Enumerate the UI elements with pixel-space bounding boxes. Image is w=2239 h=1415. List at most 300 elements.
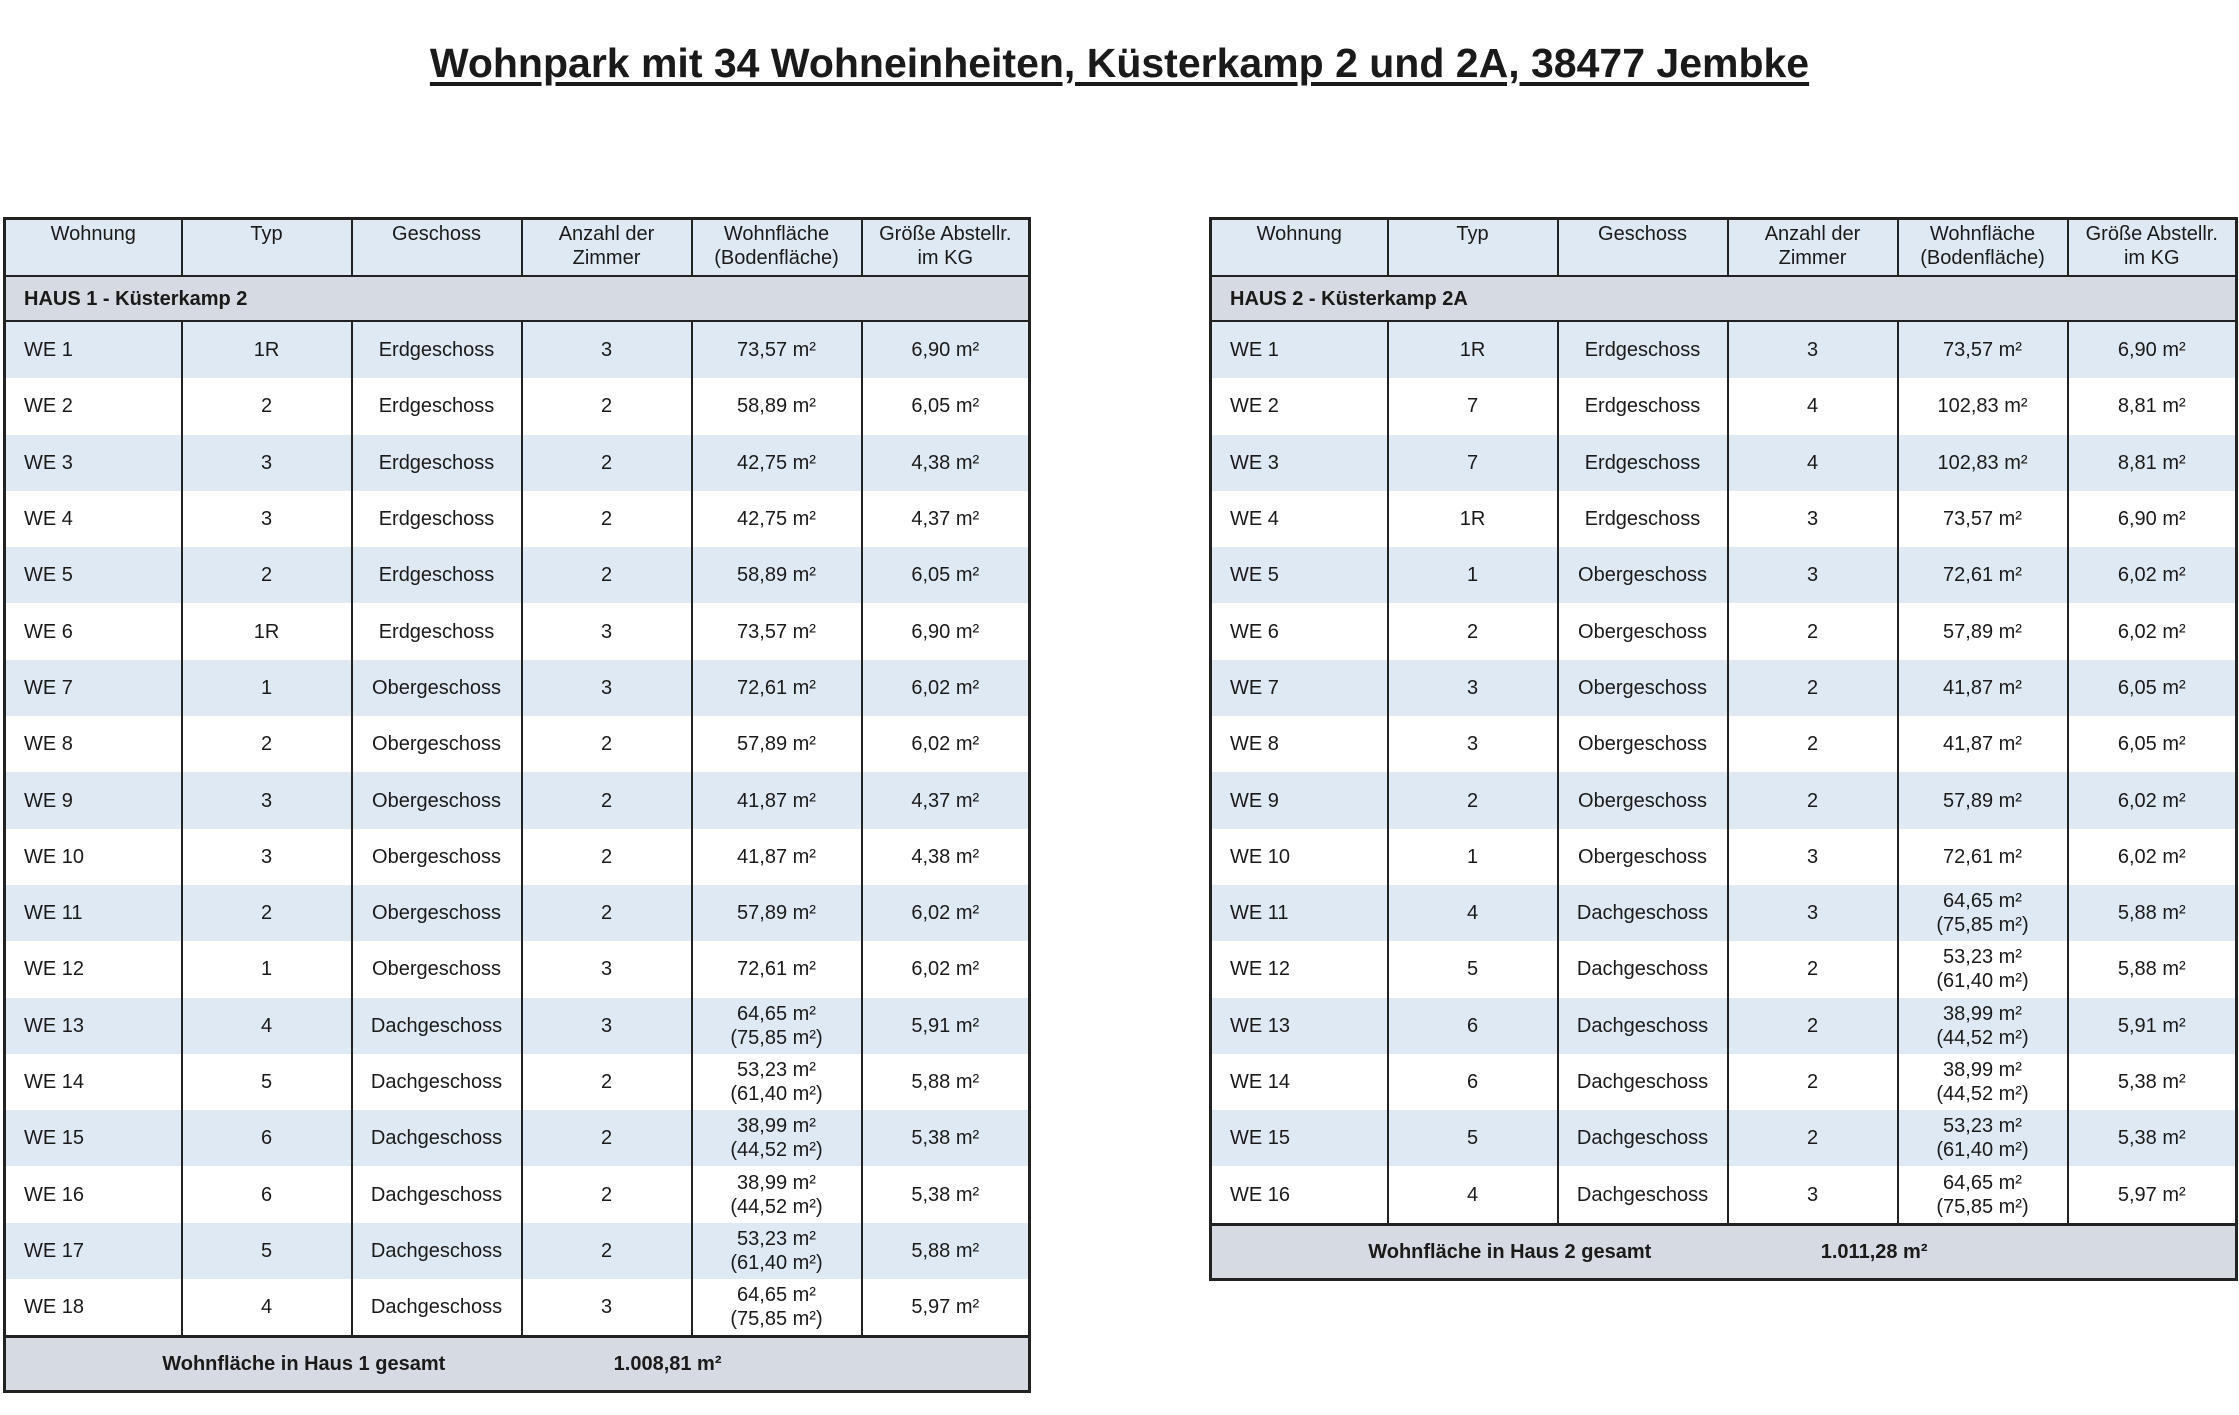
storage-cell: 6,90 m² <box>862 321 1030 378</box>
floor-cell: Obergeschoss <box>352 829 522 885</box>
total-value: 1.011,28 m² <box>1728 1224 2068 1279</box>
unit-cell: WE 14 <box>5 1054 182 1110</box>
table-header-row <box>1211 219 2237 277</box>
storage-cell: 5,88 m² <box>862 1054 1030 1110</box>
table-row <box>1211 772 2237 828</box>
storage-cell: 6,02 m² <box>862 660 1030 716</box>
table-row <box>5 716 1030 772</box>
unit-cell: WE 2 <box>1211 378 1388 434</box>
area-cell <box>1898 321 2068 378</box>
storage-cell: 6,02 m² <box>2068 603 2237 659</box>
area-cell <box>692 660 862 716</box>
floor-cell: Erdgeschoss <box>1558 321 1728 378</box>
rooms-cell: 3 <box>522 998 692 1054</box>
area-value: 53,23 m² <box>1943 946 2022 969</box>
storage-cell: 6,90 m² <box>862 603 1030 659</box>
column-header <box>5 219 182 277</box>
column-header <box>862 219 1030 277</box>
area-value: 73,57 m² <box>1943 508 2022 531</box>
unit-cell: WE 7 <box>1211 660 1388 716</box>
floor-cell: Dachgeschoss <box>1558 998 1728 1054</box>
table-row <box>1211 435 2237 491</box>
table-row <box>1211 1166 2237 1224</box>
unit-cell: WE 12 <box>5 941 182 997</box>
floor-cell: Obergeschoss <box>1558 547 1728 603</box>
area-value: 64,65 m² <box>737 1002 816 1025</box>
rooms-cell: 3 <box>522 603 692 659</box>
floor-cell: Erdgeschoss <box>352 547 522 603</box>
table-row <box>1211 716 2237 772</box>
floor-cell: Dachgeschoss <box>352 1223 522 1279</box>
area-value: 38,99 m² <box>737 1171 816 1194</box>
area-cell <box>692 829 862 885</box>
floor-cell: Dachgeschoss <box>1558 1054 1728 1110</box>
house-heading-row <box>5 276 1030 321</box>
area-value: 41,87 m² <box>1943 676 2022 699</box>
unit-cell: WE 4 <box>1211 491 1388 547</box>
area-cell <box>692 491 862 547</box>
unit-cell: WE 13 <box>5 998 182 1054</box>
floor-area-value: (44,52 m²) <box>1936 1026 2029 1049</box>
table-row <box>1211 547 2237 603</box>
rooms-cell: 3 <box>522 321 692 378</box>
area-value: 57,89 m² <box>737 733 816 756</box>
column-header <box>1728 219 1898 277</box>
rooms-cell: 2 <box>1728 772 1898 828</box>
area-value: 64,65 m² <box>1943 890 2022 913</box>
column-header-line: Zimmer <box>1778 247 1847 269</box>
type-cell: 1R <box>1388 321 1558 378</box>
column-header-line: Geschoss <box>392 223 481 245</box>
area-cell <box>692 1223 862 1279</box>
unit-cell: WE 4 <box>5 491 182 547</box>
unit-cell: WE 15 <box>1211 1110 1388 1166</box>
area-value: 38,99 m² <box>1943 1002 2022 1025</box>
area-value: 72,61 m² <box>1943 564 2022 587</box>
unit-cell: WE 14 <box>1211 1054 1388 1110</box>
area-value: 64,65 m² <box>737 1284 816 1307</box>
area-cell <box>1898 435 2068 491</box>
type-cell: 1 <box>1388 829 1558 885</box>
storage-cell: 5,97 m² <box>2068 1166 2237 1224</box>
area-cell <box>1898 772 2068 828</box>
type-cell: 2 <box>182 547 352 603</box>
area-value: 73,57 m² <box>1943 339 2022 362</box>
storage-cell: 5,38 m² <box>862 1110 1030 1166</box>
table-row <box>1211 603 2237 659</box>
storage-cell: 4,37 m² <box>862 491 1030 547</box>
area-cell <box>1898 378 2068 434</box>
area-value: 58,89 m² <box>737 564 816 587</box>
unit-cell: WE 10 <box>5 829 182 885</box>
floor-cell: Obergeschoss <box>352 660 522 716</box>
column-header <box>182 219 352 277</box>
storage-cell: 5,38 m² <box>2068 1054 2237 1110</box>
area-value: 72,61 m² <box>737 676 816 699</box>
rooms-cell: 2 <box>1728 998 1898 1054</box>
area-cell <box>692 321 862 378</box>
storage-cell: 8,81 m² <box>2068 435 2237 491</box>
unit-cell: WE 6 <box>1211 603 1388 659</box>
type-cell: 2 <box>182 378 352 434</box>
area-cell <box>692 716 862 772</box>
unit-cell: WE 10 <box>1211 829 1388 885</box>
column-header-line: Anzahl der <box>558 223 655 245</box>
rooms-cell: 3 <box>522 941 692 997</box>
unit-cell: WE 8 <box>1211 716 1388 772</box>
floor-cell: Erdgeschoss <box>352 378 522 434</box>
table-row <box>1211 1054 2237 1110</box>
rooms-cell: 2 <box>522 1054 692 1110</box>
area-value: 73,57 m² <box>737 339 816 362</box>
area-value: 53,23 m² <box>737 1227 816 1250</box>
column-header <box>522 219 692 277</box>
table-row <box>5 660 1030 716</box>
unit-cell: WE 5 <box>1211 547 1388 603</box>
area-value: 57,89 m² <box>737 902 816 925</box>
type-cell: 4 <box>1388 1166 1558 1224</box>
floor-cell: Erdgeschoss <box>1558 491 1728 547</box>
rooms-cell: 2 <box>522 885 692 941</box>
table-row <box>5 378 1030 434</box>
floor-area-value: (44,52 m²) <box>1936 1083 2029 1105</box>
type-cell: 4 <box>1388 885 1558 941</box>
storage-cell: 8,81 m² <box>2068 378 2237 434</box>
type-cell: 1 <box>182 660 352 716</box>
floor-area-value: (75,85 m²) <box>730 1026 823 1049</box>
floor-area-value: (75,85 m²) <box>1936 1195 2029 1218</box>
type-cell: 2 <box>182 716 352 772</box>
area-cell <box>1898 491 2068 547</box>
column-header <box>692 219 862 277</box>
unit-cell: WE 16 <box>5 1166 182 1222</box>
floor-cell: Obergeschoss <box>352 716 522 772</box>
unit-cell: WE 11 <box>5 885 182 941</box>
rooms-cell: 2 <box>522 716 692 772</box>
floor-cell: Erdgeschoss <box>352 491 522 547</box>
area-cell <box>692 1279 862 1337</box>
area-cell <box>692 603 862 659</box>
floor-cell: Dachgeschoss <box>1558 885 1728 941</box>
house-2-table <box>1209 217 2238 1281</box>
rooms-cell: 3 <box>522 1279 692 1337</box>
floor-cell: Dachgeschoss <box>352 1279 522 1337</box>
total-row <box>5 1337 1030 1392</box>
column-header-line: (Bodenfläche) <box>1920 247 2045 269</box>
storage-cell: 5,97 m² <box>862 1279 1030 1337</box>
area-cell <box>692 1054 862 1110</box>
area-value: 57,89 m² <box>1943 620 2022 643</box>
total-label: Wohnfläche in Haus 1 gesamt <box>5 1337 522 1392</box>
table-row <box>1211 885 2237 941</box>
area-value: 73,57 m² <box>737 620 816 643</box>
type-cell: 5 <box>182 1223 352 1279</box>
table-header-row <box>5 219 1030 277</box>
unit-cell: WE 3 <box>5 435 182 491</box>
area-value: 41,87 m² <box>737 789 816 812</box>
rooms-cell: 3 <box>522 660 692 716</box>
type-cell: 5 <box>1388 1110 1558 1166</box>
unit-cell: WE 1 <box>1211 321 1388 378</box>
area-value: 57,89 m² <box>1943 789 2022 812</box>
rooms-cell: 3 <box>1728 321 1898 378</box>
storage-cell: 6,02 m² <box>2068 547 2237 603</box>
column-header <box>352 219 522 277</box>
rooms-cell: 3 <box>1728 547 1898 603</box>
column-header-line: Größe Abstellr. <box>2085 223 2218 245</box>
storage-cell: 6,02 m² <box>862 941 1030 997</box>
area-value: 42,75 m² <box>737 508 816 531</box>
floor-cell: Dachgeschoss <box>1558 1166 1728 1224</box>
table-row <box>5 885 1030 941</box>
floor-area-value: (44,52 m²) <box>730 1195 823 1218</box>
table-row <box>5 603 1030 659</box>
floor-area-value: (75,85 m²) <box>1936 914 2029 937</box>
unit-cell: WE 17 <box>5 1223 182 1279</box>
type-cell: 3 <box>182 772 352 828</box>
floor-cell: Obergeschoss <box>352 941 522 997</box>
area-value: 41,87 m² <box>737 845 816 868</box>
rooms-cell: 2 <box>1728 660 1898 716</box>
floor-area-value: (61,40 m²) <box>1936 970 2029 993</box>
storage-cell: 5,91 m² <box>2068 998 2237 1054</box>
column-header-line: Größe Abstellr. <box>879 223 1012 245</box>
storage-cell: 6,05 m² <box>862 378 1030 434</box>
rooms-cell: 2 <box>522 1110 692 1166</box>
unit-cell: WE 3 <box>1211 435 1388 491</box>
area-cell <box>1898 660 2068 716</box>
rooms-cell: 2 <box>522 491 692 547</box>
table-row <box>5 1223 1030 1279</box>
storage-cell: 6,05 m² <box>862 547 1030 603</box>
rooms-cell: 3 <box>1728 491 1898 547</box>
type-cell: 1 <box>1388 547 1558 603</box>
table-row <box>5 1054 1030 1110</box>
storage-cell: 5,88 m² <box>862 1223 1030 1279</box>
area-cell <box>1898 1166 2068 1224</box>
area-value: 72,61 m² <box>1943 845 2022 868</box>
floor-cell: Dachgeschoss <box>352 1110 522 1166</box>
house-heading-row <box>1211 276 2237 321</box>
rooms-cell: 2 <box>522 547 692 603</box>
area-cell <box>692 1166 862 1222</box>
column-header-line: Wohnung <box>1256 223 1342 245</box>
unit-cell: WE 12 <box>1211 941 1388 997</box>
type-cell: 2 <box>1388 772 1558 828</box>
area-cell <box>692 547 862 603</box>
floor-cell: Obergeschoss <box>1558 660 1728 716</box>
type-cell: 6 <box>1388 998 1558 1054</box>
unit-cell: WE 11 <box>1211 885 1388 941</box>
area-cell <box>1898 547 2068 603</box>
unit-cell: WE 8 <box>5 716 182 772</box>
floor-cell: Erdgeschoss <box>1558 378 1728 434</box>
area-value: 53,23 m² <box>1943 1115 2022 1138</box>
type-cell: 3 <box>1388 716 1558 772</box>
area-cell <box>1898 716 2068 772</box>
area-cell <box>692 435 862 491</box>
type-cell: 7 <box>1388 435 1558 491</box>
type-cell: 3 <box>182 491 352 547</box>
table-row <box>1211 998 2237 1054</box>
floor-area-value: (44,52 m²) <box>730 1139 823 1162</box>
house-heading: HAUS 1 - Küsterkamp 2 <box>5 276 1030 321</box>
area-cell <box>692 885 862 941</box>
type-cell: 3 <box>182 435 352 491</box>
unit-cell: WE 9 <box>5 772 182 828</box>
page-title: Wohnpark mit 34 Wohneinheiten, Küsterkamp 2 und 2A, 38477 Jembke <box>429 40 1810 86</box>
table-row <box>1211 1110 2237 1166</box>
area-value: 102,83 m² <box>1937 451 2028 474</box>
type-cell: 6 <box>182 1166 352 1222</box>
storage-cell: 5,88 m² <box>2068 941 2237 997</box>
type-cell: 2 <box>182 885 352 941</box>
floor-cell: Dachgeschoss <box>352 998 522 1054</box>
area-value: 42,75 m² <box>737 451 816 474</box>
table-row <box>5 772 1030 828</box>
column-header-line: (Bodenfläche) <box>714 247 839 269</box>
column-header-line: Typ <box>250 223 283 245</box>
storage-cell: 4,37 m² <box>862 772 1030 828</box>
type-cell: 5 <box>1388 941 1558 997</box>
type-cell: 7 <box>1388 378 1558 434</box>
column-header-line: Typ <box>1456 223 1489 245</box>
column-header <box>1388 219 1558 277</box>
rooms-cell: 4 <box>1728 378 1898 434</box>
rooms-cell: 2 <box>1728 603 1898 659</box>
floor-area-value: (61,40 m²) <box>730 1083 823 1105</box>
area-cell <box>1898 885 2068 941</box>
floor-cell: Obergeschoss <box>1558 603 1728 659</box>
storage-cell: 6,90 m² <box>2068 491 2237 547</box>
column-header-line: Wohnfläche <box>1929 223 2036 245</box>
floor-cell: Dachgeschoss <box>1558 941 1728 997</box>
column-header <box>1211 219 1388 277</box>
table-row <box>5 829 1030 885</box>
rooms-cell: 2 <box>522 772 692 828</box>
column-header-line: Geschoss <box>1598 223 1687 245</box>
storage-cell: 4,38 m² <box>862 435 1030 491</box>
rooms-cell: 2 <box>1728 1110 1898 1166</box>
table-row <box>5 941 1030 997</box>
area-value: 58,89 m² <box>737 395 816 418</box>
floor-cell: Obergeschoss <box>352 885 522 941</box>
area-cell <box>1898 603 2068 659</box>
floor-cell: Erdgeschoss <box>352 321 522 378</box>
type-cell: 1R <box>182 603 352 659</box>
table-row <box>1211 660 2237 716</box>
storage-cell: 4,38 m² <box>862 829 1030 885</box>
floor-cell: Obergeschoss <box>1558 772 1728 828</box>
total-label: Wohnfläche in Haus 2 gesamt <box>1211 1224 1728 1279</box>
type-cell: 4 <box>182 1279 352 1337</box>
unit-cell: WE 9 <box>1211 772 1388 828</box>
area-value: 102,83 m² <box>1937 395 2028 418</box>
total-value: 1.008,81 m² <box>522 1337 862 1392</box>
rooms-cell: 2 <box>1728 941 1898 997</box>
unit-cell: WE 6 <box>5 603 182 659</box>
type-cell: 1R <box>1388 491 1558 547</box>
type-cell: 6 <box>1388 1054 1558 1110</box>
table-row <box>1211 378 2237 434</box>
rooms-cell: 3 <box>1728 1166 1898 1224</box>
unit-cell: WE 1 <box>5 321 182 378</box>
house-1-table <box>3 217 1031 1393</box>
storage-cell: 6,05 m² <box>2068 660 2237 716</box>
storage-cell: 6,02 m² <box>862 716 1030 772</box>
table-row <box>5 1279 1030 1337</box>
table-row <box>1211 941 2237 997</box>
table-row <box>5 491 1030 547</box>
area-cell <box>1898 998 2068 1054</box>
area-cell <box>1898 1054 2068 1110</box>
table-row <box>5 998 1030 1054</box>
area-value: 64,65 m² <box>1943 1171 2022 1194</box>
type-cell: 5 <box>182 1054 352 1110</box>
table-row <box>5 1166 1030 1222</box>
table-row <box>5 547 1030 603</box>
floor-cell: Erdgeschoss <box>1558 435 1728 491</box>
type-cell: 1 <box>182 941 352 997</box>
rooms-cell: 2 <box>1728 1054 1898 1110</box>
table-row <box>1211 491 2237 547</box>
storage-cell: 6,02 m² <box>2068 829 2237 885</box>
column-header <box>2068 219 2237 277</box>
column-header-line: Wohnung <box>50 223 136 245</box>
rooms-cell: 4 <box>1728 435 1898 491</box>
rooms-cell: 2 <box>522 435 692 491</box>
floor-cell: Dachgeschoss <box>1558 1110 1728 1166</box>
column-header-line: Wohnfläche <box>723 223 830 245</box>
area-cell <box>1898 941 2068 997</box>
rooms-cell: 2 <box>522 829 692 885</box>
total-row <box>1211 1224 2237 1279</box>
unit-cell: WE 2 <box>5 378 182 434</box>
type-cell: 1R <box>182 321 352 378</box>
unit-cell: WE 18 <box>5 1279 182 1337</box>
unit-cell: WE 5 <box>5 547 182 603</box>
area-value: 41,87 m² <box>1943 733 2022 756</box>
area-value: 38,99 m² <box>737 1115 816 1138</box>
table-row <box>1211 321 2237 378</box>
rooms-cell: 2 <box>522 378 692 434</box>
rooms-cell: 3 <box>1728 885 1898 941</box>
rooms-cell: 3 <box>1728 829 1898 885</box>
floor-cell: Erdgeschoss <box>352 435 522 491</box>
storage-cell: 6,02 m² <box>862 885 1030 941</box>
area-cell <box>692 998 862 1054</box>
floor-cell: Obergeschoss <box>1558 829 1728 885</box>
floor-cell: Obergeschoss <box>1558 716 1728 772</box>
house-heading: HAUS 2 - Küsterkamp 2A <box>1211 276 2237 321</box>
unit-cell: WE 15 <box>5 1110 182 1166</box>
rooms-cell: 2 <box>522 1223 692 1279</box>
area-cell <box>692 1110 862 1166</box>
area-value: 72,61 m² <box>737 958 816 981</box>
area-cell <box>692 378 862 434</box>
area-value: 38,99 m² <box>1943 1059 2022 1081</box>
storage-cell: 5,38 m² <box>862 1166 1030 1222</box>
floor-cell: Dachgeschoss <box>352 1054 522 1110</box>
column-header <box>1558 219 1728 277</box>
unit-cell: WE 13 <box>1211 998 1388 1054</box>
area-cell <box>692 772 862 828</box>
column-header-line: im KG <box>917 247 974 269</box>
table-row <box>1211 829 2237 885</box>
type-cell: 6 <box>182 1110 352 1166</box>
storage-cell: 5,38 m² <box>2068 1110 2237 1166</box>
storage-cell: 5,91 m² <box>862 998 1030 1054</box>
